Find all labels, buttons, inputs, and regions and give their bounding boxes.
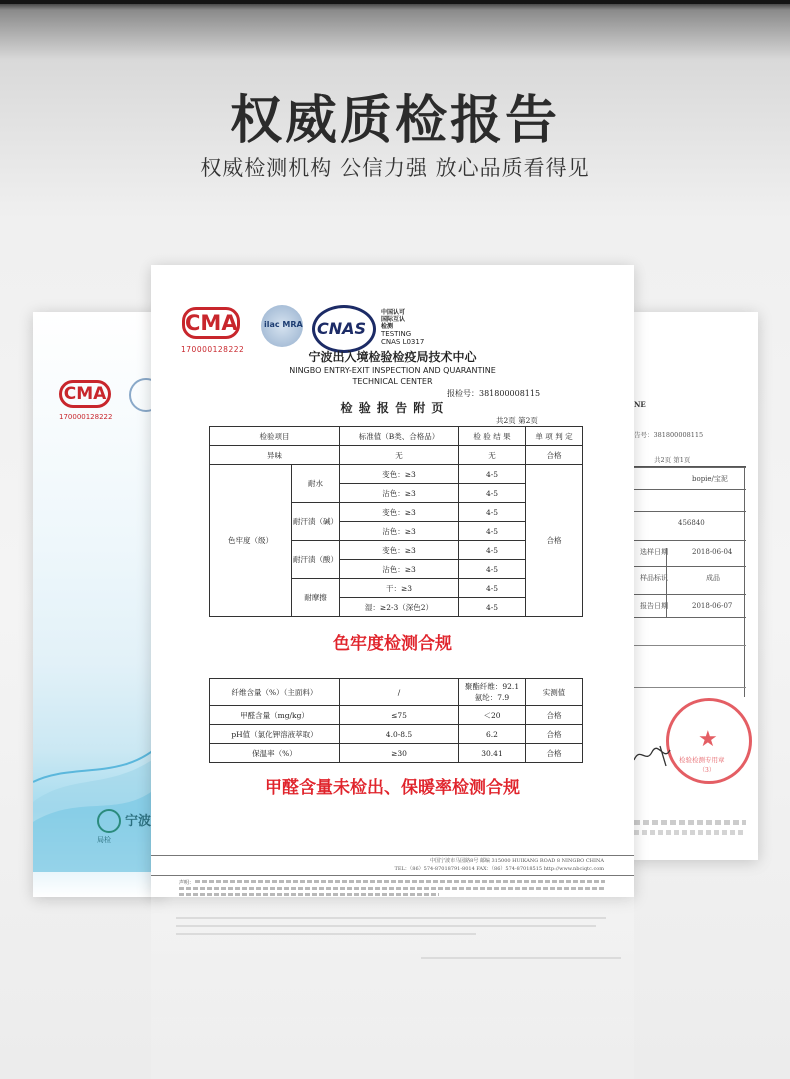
- brand-logo-icon: [97, 809, 121, 833]
- statement-label: 声明：: [179, 880, 195, 886]
- report-number: 报检号：381800008115: [447, 389, 541, 398]
- table-cell: 合格: [526, 446, 583, 465]
- table-cell: 4-5: [459, 484, 526, 503]
- contact-line: TEL：（86）574-87018791-8014 FAX：（86）574-87018515 http://www.nbciqtc.com: [394, 866, 604, 872]
- table-cell: 合格: [526, 706, 583, 725]
- table-cell: 30.41: [459, 744, 526, 763]
- table-cell: ≥30: [340, 744, 459, 763]
- statement-text: [179, 893, 439, 896]
- right-report-no: 告号：381800008115: [634, 431, 704, 439]
- cnas-side-2: 国际互认: [381, 316, 406, 323]
- right-row-value: 2018-06-04: [692, 548, 733, 556]
- table-cell: 合格: [526, 744, 583, 763]
- table-cell: ＜20: [459, 706, 526, 725]
- doc-title: 检 验 报 告 附 页: [340, 401, 445, 415]
- cnas-logo: CNAS: [312, 305, 376, 353]
- table-cell: 4-5: [459, 522, 526, 541]
- table-cell: 变色：≥3: [340, 503, 459, 522]
- colorfastness-table: [209, 426, 583, 617]
- table-cell: 合格: [526, 465, 583, 617]
- ilac-logo: ilac MRA: [261, 305, 303, 347]
- cnas-side-1: 中国认可: [381, 309, 406, 316]
- table-cell: 聚酯纤维：92.1 氨纶：7.9: [459, 679, 526, 706]
- table-cell: 干：≥3: [340, 579, 459, 598]
- org-name-cn: 宁波出入境检验检疫局技术中心: [308, 350, 477, 364]
- table-cell: 4-5: [459, 598, 526, 617]
- table-cell: 实测值: [526, 679, 583, 706]
- stamp-text: 检验检测专用章: [679, 756, 725, 764]
- right-row-label: 报告日期: [640, 602, 668, 610]
- blue-wave-graphic: [33, 712, 163, 872]
- table-cell: 6.2: [459, 725, 526, 744]
- page-reflection: [151, 897, 634, 1079]
- right-header-fragment: NE: [634, 400, 646, 409]
- table-cell: 变色：≥3: [340, 541, 459, 560]
- org-name-en-1: NINGBO ENTRY-EXIT INSPECTION AND QUARANTINE: [289, 366, 496, 375]
- table-cell: 沾色：≥3: [340, 560, 459, 579]
- formaldehyde-note: 甲醛含量未检出、保暖率检测合规: [265, 778, 520, 798]
- table-cell: 耐汗渍（酸）: [292, 541, 340, 579]
- table-cell: 沾色：≥3: [340, 522, 459, 541]
- cma-logo: CMA: [59, 380, 111, 408]
- page-info: 共2页 第2页: [496, 416, 538, 425]
- right-row-label: 选样日期: [640, 548, 668, 556]
- address-line: 中国宁波市马园路8号 邮编 315000 HUIKANG ROAD 8 NINGBO CHINA: [430, 858, 604, 864]
- right-row-value: 成品: [706, 574, 720, 582]
- table-cell: /: [340, 679, 459, 706]
- right-row-label: 样品标识: [640, 574, 668, 582]
- table-cell: 4-5: [459, 560, 526, 579]
- composition-table: [209, 678, 583, 763]
- cma-logo: CMA: [182, 307, 240, 339]
- table-cell: 保温率（%）: [210, 744, 340, 763]
- table-header: 标准值（B类、合格品）: [340, 427, 459, 446]
- cnas-side-3: 检测: [381, 323, 394, 330]
- table-cell: pH值（氯化钾溶液萃取）: [210, 725, 340, 744]
- brand-sub: 局检: [97, 836, 111, 844]
- cma-number: 170000128222: [181, 345, 245, 354]
- stamp-number: （3）: [699, 767, 715, 774]
- table-cell: 变色：≥3: [340, 465, 459, 484]
- table-cell: 耐摩擦: [292, 579, 340, 617]
- table-cell: 纤维含量（%）（主面料）: [210, 679, 340, 706]
- table-cell: 合格: [526, 725, 583, 744]
- colorfastness-note: 色牢度检测合规: [333, 634, 452, 654]
- table-cell: 4-5: [459, 503, 526, 522]
- table-cell: 耐水: [292, 465, 340, 503]
- right-page-info: 共2页 第1页: [654, 456, 691, 464]
- left-report-page: [33, 312, 163, 897]
- brand-name: 宁波: [125, 814, 152, 829]
- right-report-page: [630, 312, 758, 860]
- page-subtitle: 权威检测机构 公信力强 放心品质看得见: [200, 156, 590, 180]
- table-header: 检验项目: [210, 427, 340, 446]
- table-cell: 4.0-8.5: [340, 725, 459, 744]
- table-cell: 沾色：≥3: [340, 484, 459, 503]
- right-row-value: 456840: [678, 519, 705, 527]
- table-header: 单 项 判 定: [526, 427, 583, 446]
- table-cell: 无: [459, 446, 526, 465]
- table-header: 检 验 结 果: [459, 427, 526, 446]
- signature: [630, 740, 690, 770]
- right-row-value: bopie/宝泥: [692, 475, 728, 483]
- page-title: 权威质检报告: [229, 91, 560, 151]
- table-cell: 异味: [210, 446, 340, 465]
- table-cell: 耐汗渍（碱）: [292, 503, 340, 541]
- table-cell: 4-5: [459, 541, 526, 560]
- cnas-side-5: CNAS L0317: [381, 338, 425, 346]
- right-row-value: 2018-06-07: [692, 602, 733, 610]
- statement-text: [179, 887, 605, 890]
- table-cell: 4-5: [459, 465, 526, 484]
- table-cell: 无: [340, 446, 459, 465]
- cma-number: 170000128222: [59, 413, 113, 421]
- top-bar: [0, 0, 790, 4]
- table-cell: 甲醛含量（mg/kg）: [210, 706, 340, 725]
- table-cell: 4-5: [459, 579, 526, 598]
- table-cell: 色牢度（级）: [210, 465, 292, 617]
- table-cell: 湿：≥2-3（深色2）: [340, 598, 459, 617]
- main-report-page: [151, 265, 634, 897]
- org-name-en-2: TECHNICAL CENTER: [352, 377, 433, 386]
- table-cell: ≤75: [340, 706, 459, 725]
- statement-text: [195, 880, 605, 883]
- stamp-star-icon: ★: [698, 727, 718, 752]
- cnas-side-4: TESTING: [381, 330, 412, 338]
